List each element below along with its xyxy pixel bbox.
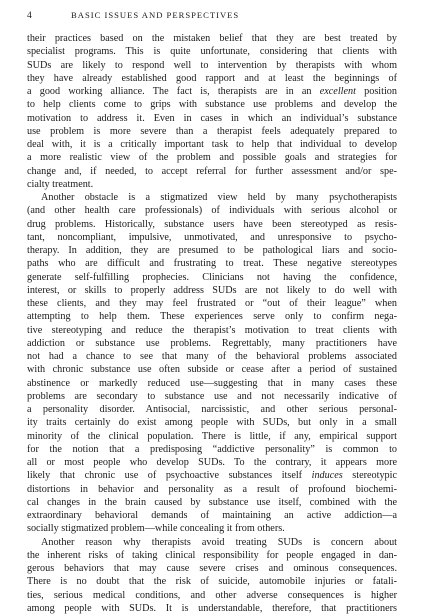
text-line: attempting to help them. These experiences serve only to confirm nega- xyxy=(27,310,397,323)
text-line: cialty treatment. xyxy=(27,178,397,191)
text-line: deal with, it is a critically important task to help that individual to develop xyxy=(27,138,397,151)
text-line: for the notion that a predisposing “addictive personality” is common to xyxy=(27,443,397,456)
text-segment: position xyxy=(356,86,397,97)
text-line: There is no doubt that the risk of suicide, automobile injuries or fatali- xyxy=(27,575,397,588)
text-line: addiction or substance use problems. Regrettably, many practitioners have xyxy=(27,337,397,350)
running-title: BASIC ISSUES AND PERSPECTIVES xyxy=(71,10,239,20)
text-line: among people with SUDs. It is understandable, therefore, that practitioners xyxy=(27,602,397,615)
text-line: a more realistic view of the problem and possible goals and strategies for xyxy=(27,151,397,164)
text-line: (and other health care professionals) of individuals with serious alcohol or xyxy=(27,204,397,217)
text-line: gerous behaviors that may cause severe crises and ominous consequences. xyxy=(27,562,397,575)
page-number: 4 xyxy=(27,11,71,21)
text-line xyxy=(27,85,397,98)
text-line: ties, serious medical conditions, and other adverse consequences is higher xyxy=(27,589,397,602)
text-line: tant, noncompliant, impulsive, unmotivated, and unresponsive to psycho- xyxy=(27,231,397,244)
text-line: drug problems. Historically, substance users have been stereotyped as resis- xyxy=(27,218,397,231)
text-line: Another obstacle is a stigmatized view held by many psychotherapists xyxy=(27,191,397,204)
running-head xyxy=(27,10,397,24)
text-line: use problem is more severe than a therapist feels adequately prepared to xyxy=(27,125,397,138)
text-line: a personality disorder. Antisocial, narcissistic, and other serious personal- xyxy=(27,403,397,416)
text-segment: a good working alliance. The fact is, therapists are in an xyxy=(27,86,320,97)
emphasis-text: induces xyxy=(312,470,343,481)
paragraph-3 xyxy=(27,536,397,615)
text-line: cal changes in the brain caused by substance use itself, combined with the xyxy=(27,496,397,509)
body-text xyxy=(27,32,397,615)
paragraph-2 xyxy=(27,191,397,536)
text-line: problems are secondary to substance use and not necessarily indicative of xyxy=(27,390,397,403)
text-line: to help clients come to grips with substance use problems and develop the xyxy=(27,98,397,111)
text-line: minority of the clinical population. There is little, if any, empirical support xyxy=(27,430,397,443)
text-line: paths who are difficult and frustrating to treat. These negative stereotypes xyxy=(27,257,397,270)
text-line: ity traits certainly do exist among people with SUDs, but only in a small xyxy=(27,416,397,429)
text-line: Another reason why therapists avoid treating SUDs is concern about xyxy=(27,536,397,549)
paragraph-1 xyxy=(27,32,397,191)
text-line: change and, if needed, to accept referral for further assessment and/or spe- xyxy=(27,165,397,178)
text-line: with chronic substance use often subside or cease after a period of sustained xyxy=(27,363,397,376)
text-line: motivation to address it. Even in cases in which an individual’s substance xyxy=(27,112,397,125)
text-line: extraordinary behavioral demands of maintaining an active addiction—a xyxy=(27,509,397,522)
text-line: abstinence or markedly reduced use—suggesting that in many cases these xyxy=(27,377,397,390)
text-line: generate self-fulfilling prophecies. Clinicians not having the confidence, xyxy=(27,271,397,284)
text-line: interest, or skills to properly address SUDs are not likely to do well with xyxy=(27,284,397,297)
emphasis-text: excellent xyxy=(320,86,356,97)
text-line: not had a chance to see that many of the behavioral problems associated xyxy=(27,350,397,363)
text-line: distortions in behavior and personality as a result of profound biochemi- xyxy=(27,483,397,496)
text-line: specialist programs. This is quite unfortunate, considering that clients with xyxy=(27,45,397,58)
book-page xyxy=(27,10,397,615)
text-line: all or most people who develop SUDs. To the contrary, it appears more xyxy=(27,456,397,469)
text-segment: likely that chronic use of psychoactive substances itself xyxy=(27,470,312,481)
text-line: SUDs are likely to respond well to intervention by therapists with whom xyxy=(27,59,397,72)
text-line: socially stigmatized problem—while concealing it from others. xyxy=(27,522,397,535)
text-segment: stereotypic xyxy=(343,470,397,481)
text-line: the inherent risks of taking clinical responsibility for people engaged in dan- xyxy=(27,549,397,562)
text-line: tive stereotyping and reduce the therapist’s motivation to treat clients with xyxy=(27,324,397,337)
text-line xyxy=(27,469,397,482)
text-line: these clients, and they may feel frustrated or “out of their league” when xyxy=(27,297,397,310)
text-line: their practices based on the mistaken belief that they are best treated by xyxy=(27,32,397,45)
text-line: they have already established good rapport and at least the beginnings of xyxy=(27,72,397,85)
text-line: therapy. In addition, they are presumed to be pathological liars and socio- xyxy=(27,244,397,257)
